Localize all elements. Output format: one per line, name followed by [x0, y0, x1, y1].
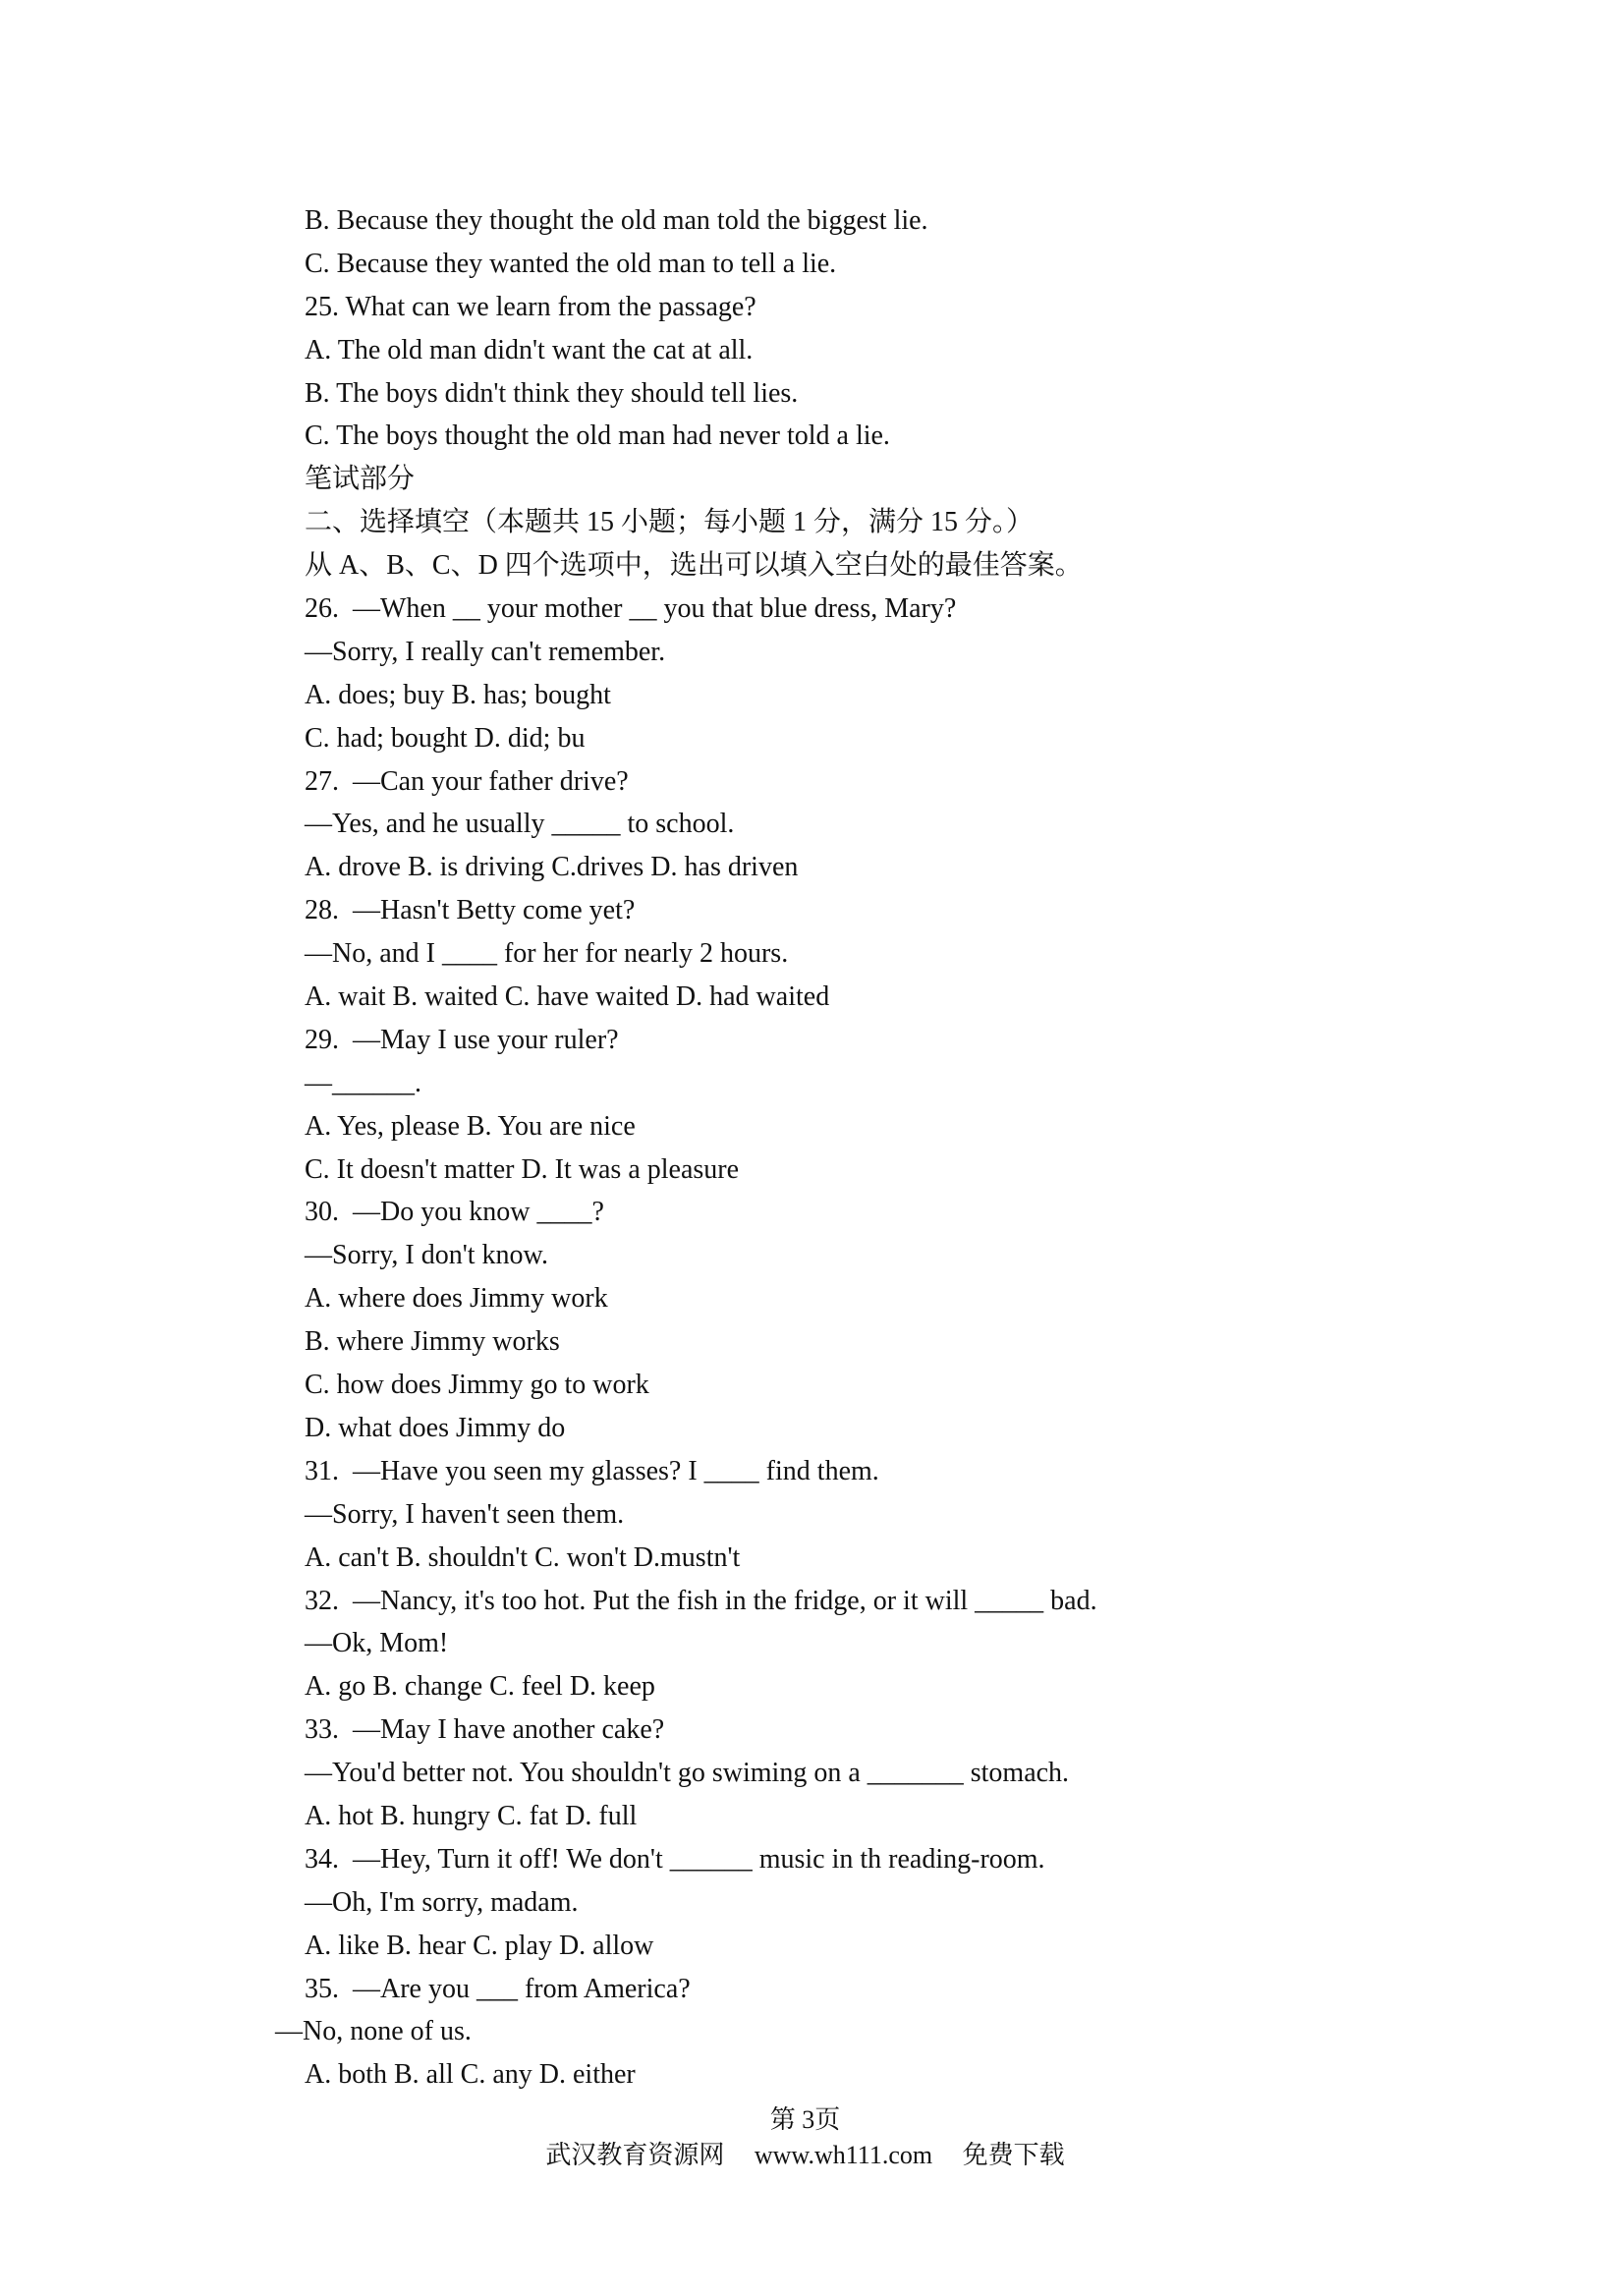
footer-site-url: www.wh111.com	[754, 2141, 933, 2169]
footer-download: 免费下载	[962, 2141, 1065, 2169]
section-instructions: 从 A、B、C、D 四个选项中，选出可以填入空白处的最佳答案。	[305, 550, 1083, 582]
question-33: 33. —May I have another cake?	[305, 1714, 665, 1746]
text-line: —No, none of us.	[275, 2016, 472, 2047]
text-line: B. Because they thought the old man told the biggest lie.	[305, 205, 928, 236]
question-27: 27. —Can your father drive?	[305, 765, 629, 797]
options-line: A. go B. change C. feel D. keep	[305, 1671, 655, 1703]
text-line: —No, and I ____ for her for nearly 2 hours.	[305, 938, 789, 970]
options-line: A. can't B. shouldn't C. won't D.mustn't	[305, 1541, 741, 1573]
question-30: 30. —Do you know ____?	[305, 1197, 604, 1228]
options-line: A. like B. hear C. play D. allow	[305, 1930, 654, 1961]
options-line: A. hot B. hungry C. fat D. full	[305, 1800, 638, 1831]
section-heading: 笔试部分	[305, 464, 416, 495]
question-32: 32. —Nancy, it's too hot. Put the fish in the fridge, or it will _____ bad.	[305, 1585, 1097, 1616]
text-line: —You'd better not. You shouldn't go swiming on a _______ stomach.	[305, 1758, 1070, 1789]
text-line: —Sorry, I don't know.	[305, 1240, 548, 1271]
footer-site-line	[0, 2138, 1623, 2173]
page-footer	[0, 2102, 1623, 2173]
section-subheading: 二、选择填空（本题共 15 小题；每小题 1 分，满分 15 分。）	[305, 507, 1035, 538]
options-line: B. where Jimmy works	[305, 1326, 560, 1358]
text-line: —______.	[305, 1067, 421, 1098]
footer-site-name: 武汉教育资源网	[545, 2141, 725, 2169]
question-28: 28. —Hasn't Betty come yet?	[305, 895, 636, 926]
text-line: —Sorry, I really can't remember.	[305, 636, 666, 667]
options-line: A. both B. all C. any D. either	[305, 2059, 636, 2091]
text-line: C. The boys thought the old man had never told a lie.	[305, 420, 890, 452]
options-line: C. had; bought D. did; bu	[305, 722, 586, 754]
text-line: B. The boys didn't think they should tell lies.	[305, 377, 799, 409]
text-line: A. The old man didn't want the cat at all.	[305, 334, 754, 365]
options-line: A. does; buy B. has; bought	[305, 679, 611, 710]
options-line: D. what does Jimmy do	[305, 1412, 566, 1443]
options-line: A. Yes, please B. You are nice	[305, 1110, 636, 1142]
question-29: 29. —May I use your ruler?	[305, 1024, 619, 1055]
text-line: —Ok, Mom!	[305, 1628, 449, 1659]
question-35: 35. —Are you ___ from America?	[305, 1973, 691, 2004]
options-line: A. drove B. is driving C.drives D. has driven	[305, 852, 799, 883]
text-line: C. Because they wanted the old man to tell a lie.	[305, 248, 837, 279]
question-26: 26. —When __ your mother __ you that blue dress, Mary?	[305, 593, 957, 625]
page-number: 第 3页	[769, 2105, 841, 2134]
options-line: C. It doesn't matter D. It was a pleasure	[305, 1153, 740, 1185]
text-line: —Oh, I'm sorry, madam.	[305, 1886, 579, 1918]
options-line: A. where does Jimmy work	[305, 1283, 608, 1315]
question-34: 34. —Hey, Turn it off! We don't ______ music in th reading-room.	[305, 1843, 1045, 1875]
text-line: —Sorry, I haven't seen them.	[305, 1498, 625, 1530]
document-body	[275, 199, 1503, 2097]
question-31: 31. —Have you seen my glasses? I ____ find them.	[305, 1455, 879, 1486]
options-line: A. wait B. waited C. have waited D. had waited	[305, 981, 830, 1013]
question-25: 25. What can we learn from the passage?	[305, 291, 756, 322]
text-line: —Yes, and he usually _____ to school.	[305, 809, 735, 840]
options-line: C. how does Jimmy go to work	[305, 1370, 649, 1401]
